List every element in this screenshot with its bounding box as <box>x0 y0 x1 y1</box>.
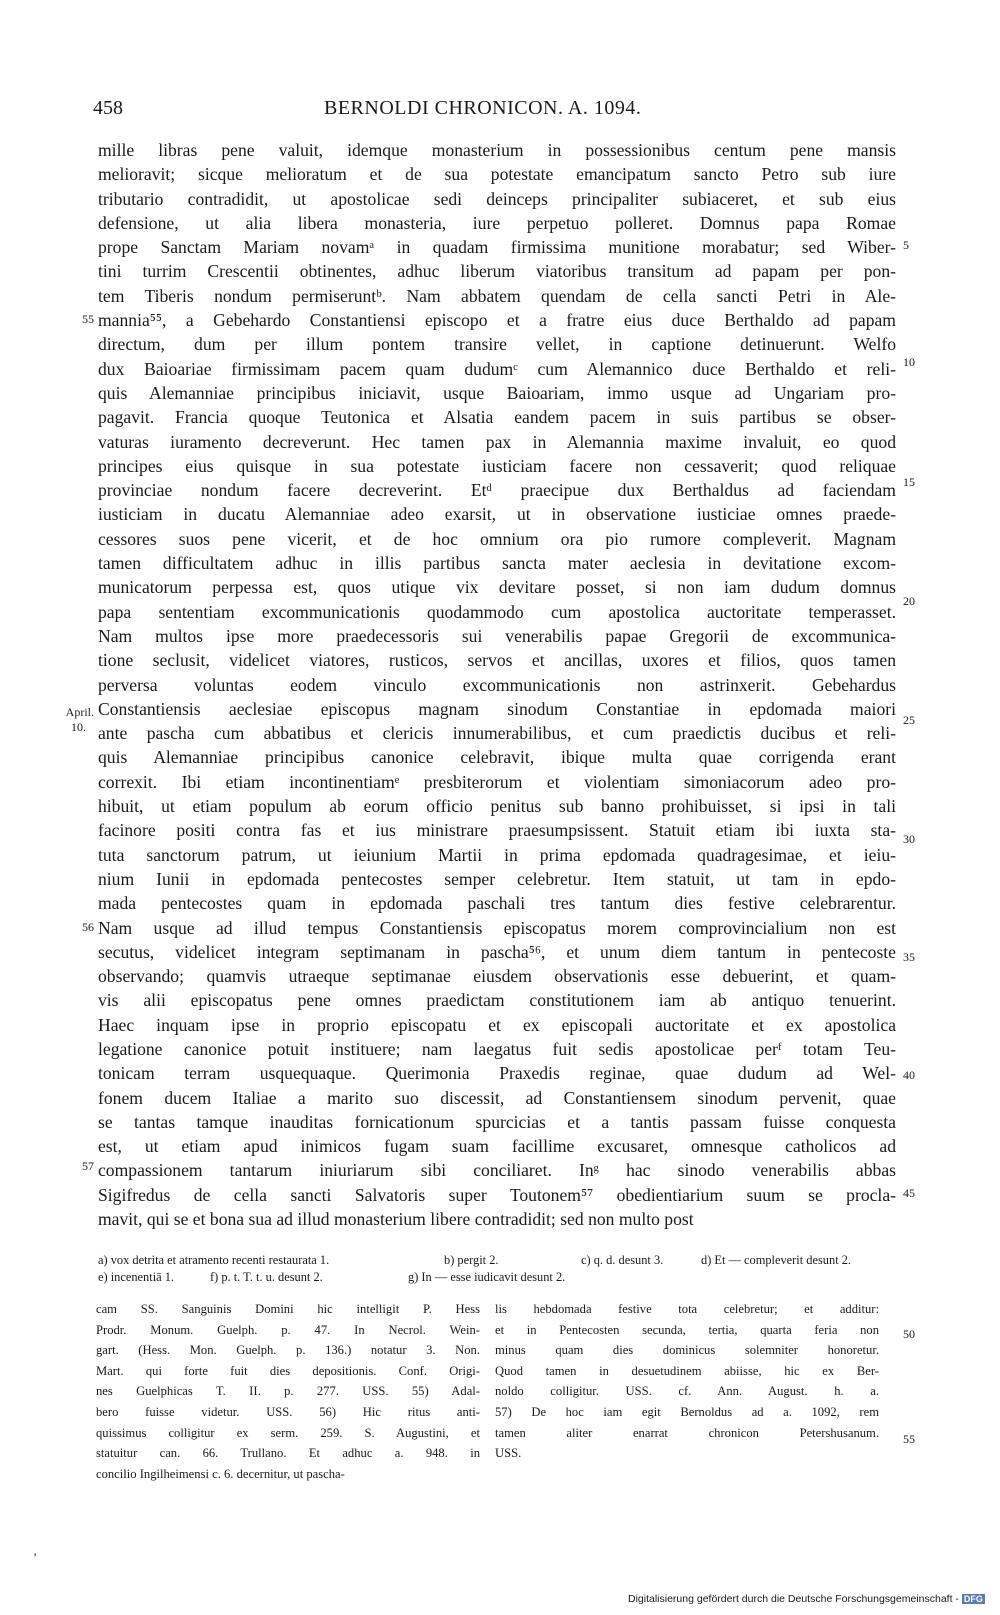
line-number-35: 35 <box>903 950 915 964</box>
line-number-15: 15 <box>903 475 915 489</box>
margin-note-number-55: 55 <box>82 312 94 326</box>
note-line: noldo colligitur. USS. cf. Ann. August. h. a. <box>495 1384 879 1399</box>
apparatus-note: f) p. t. T. t. u. desunt 2. <box>210 1270 323 1284</box>
text-line: mavit, qui se et bona sua ad illud monasterium libere contradidit; sed non multo post <box>98 1209 694 1230</box>
note-line: cam SS. Sanguinis Domini hic intelligit P. Hess <box>96 1302 480 1316</box>
running-title: BERNOLDI CHRONICON. A. 1094. <box>324 97 642 119</box>
text-line: tem Tiberis nondum permiseruntᵇ. Nam abbatem quendam de cella sancti Petri in Ale- <box>98 285 896 306</box>
text-line: tini turrim Crescentii obtinentes, adhuc liberum viatoribus transitum ad papam per pon- <box>98 261 896 282</box>
note-line: bero fuisse videtur. USS. 56) Hic ritus anti- <box>96 1404 480 1419</box>
text-line: Constantiensis aeclesiae episcopus magnam sinodum Constantiae in epdomada maiori <box>98 698 896 719</box>
line-number-25: 25 <box>903 713 915 727</box>
text-line: provinciae nondum facere decreverint. Etᵈ praecipue dux Berthaldus ad faciendam <box>98 480 896 501</box>
text-line: fonem ducem Italiae a marito suo discessit, ad Constantiensem sinodum pervenit, quae <box>98 1087 896 1108</box>
text-line: vaturas iuramento decreverunt. Hec tamen pax in Alemannia maxime invaluit, eo quod <box>98 431 896 452</box>
text-line: compassionem tantarum iniuriarum sibi conciliaret. Inᵍ hac sinodo venerabilis abbas <box>98 1160 896 1181</box>
text-line: Sigifredus de cella sancti Salvatoris super Toutonem⁵⁷ obedientiarium suum se procla- <box>98 1184 896 1205</box>
text-line: pagavit. Francia quoque Teutonica et Alsatia eandem pacem in suis partibus se obser- <box>98 407 896 428</box>
text-line: mada pentecostes quam in epdomada paschali tres tantum dies festive celebrarentur. <box>98 893 896 914</box>
digitization-credit <box>628 1593 985 1605</box>
line-number-40: 40 <box>903 1068 915 1082</box>
note-line: statuitur can. 66. Trullano. Et adhuc a. 948. in <box>96 1446 480 1461</box>
text-line: dux Baioariae firmissimam pacem quam dudumᶜ cum Alemannico duce Berthaldo et reli- <box>98 358 896 379</box>
line-number-20: 20 <box>903 594 915 608</box>
credit-text: Digitalisierung gefördert durch die Deutsche Forschungsgemeinschaft - <box>628 1593 959 1605</box>
line-number-30: 30 <box>903 832 915 846</box>
page-header <box>93 97 903 127</box>
line-number-50: 50 <box>903 1327 915 1341</box>
line-number-55: 55 <box>903 1432 915 1446</box>
apparatus-note: g) In — esse iudicavit desunt 2. <box>408 1270 566 1284</box>
text-line: melioravit; sicque melioratum et de sua potestate emancipatum sancto Petro sub iure <box>98 164 896 185</box>
dfg-logo: DFG <box>963 1594 983 1604</box>
text-line: cessores suos pene vicerit, et de hoc omnium ora pio rumore compleverit. Magnam <box>98 528 896 549</box>
text-line: facinore positi contra fas et ius ministrare praesumpsissent. Statuit etiam ibi iuxta sta- <box>98 820 896 841</box>
note-line: USS. <box>495 1446 522 1461</box>
text-line: tamen difficultatem adhuc in illis partibus sancta mater aeclesia in devitatione excom- <box>98 553 896 574</box>
main-text <box>98 138 896 1231</box>
text-line: tributario contradidit, ut apostolicae sedi deinceps principaliter subiaceret, et sub eius <box>98 188 896 209</box>
text-line: Haec inquam ipse in proprio episcopatu et ex episcopali auctoritate et ex apostolica <box>98 1014 896 1035</box>
text-line: tonicam terram usquequaque. Querimonia Praxedis reginae, quae dudum ad Wel- <box>98 1063 896 1084</box>
text-line: municatorum perpessa est, quos utique vix devitare posset, si non iam dudum domnus <box>98 577 896 598</box>
text-line: principes eius quisque in sua potestate iusticiam facere non cessaverit; quod reliquae <box>98 455 896 476</box>
critical-apparatus <box>98 1252 898 1286</box>
note-line: lis hebdomada festive tota celebretur; et additur: <box>495 1302 879 1316</box>
text-line: secutus, videlicet integram septimanam in pascha⁵⁶, et unum diem tantum in pentecoste <box>98 941 896 962</box>
note-line: Mart. qui forte fuit dies depositionis. Conf. Origi- <box>96 1363 480 1378</box>
apparatus-note: c) q. d. desunt 3. <box>581 1253 664 1267</box>
text-line: hibuit, ut etiam populum ab eorum officio penitus sub banno prohibuisset, si ipsi in tali <box>98 796 896 817</box>
text-line: defensione, ut alia libera monasteria, iure perpetuo polleret. Domnus papa Romae <box>98 212 896 233</box>
note-line: concilio Ingilheimensi c. 6. decernitur, ut pascha- <box>96 1466 345 1481</box>
apparatus-note: b) pergit 2. <box>444 1253 499 1267</box>
note-line: gart. (Hess. Mon. Guelph. p. 136.) notatur 3. Non. <box>96 1343 480 1358</box>
text-line: vis alii episcopatus pene omnes praedictam constitutionem iam ab antiquo tenuerint. <box>98 990 896 1011</box>
note-line: Quod tamen in desuetudinem abiisse, hic ex Ber- <box>495 1363 879 1378</box>
line-number-5: 5 <box>903 238 909 252</box>
text-line: mannia⁵⁵, a Gebehardo Constantiensi episcopo et a fratre eius duce Berthaldo ad papam <box>98 310 896 331</box>
note-line: Prodr. Monum. Guelph. p. 47. In Necrol. Wein- <box>96 1322 480 1337</box>
text-line: Nam usque ad illud tempus Constantiensis episcopatus morem comprovincialium non est <box>98 917 896 938</box>
text-line: quis Alemanniae principibus iniciavit, usque Baioariam, immo usque ad Ungariam pro- <box>98 382 896 403</box>
text-line: directum, dum per illum pontem transire vellet, in captione detinuerunt. Welfo <box>98 334 896 355</box>
scan-mark: ’ <box>33 1550 37 1564</box>
text-line: quis Alemanniae principibus canonice celebravit, ibique multa quae corrigenda erant <box>98 747 896 768</box>
text-line: tuta sanctorum patrum, ut ieiunium Martii in prima epdomada quadragesimae, et ieiu- <box>98 844 896 865</box>
text-line: correxit. Ibi etiam incontinentiamᵉ presbiterorum et violentiam simoniacorum adeo pro- <box>98 771 896 792</box>
margin-date-april: April. <box>65 705 94 719</box>
page-number: 458 <box>93 97 123 119</box>
notes-right-column <box>495 1299 879 1464</box>
text-line: Nam multos ipse more praedecessoris sui venerabilis papae Gregorii de excommunica- <box>98 625 896 646</box>
text-line: perversa voluntas eodem vinculo excommunicationis non astrinxerit. Gebehardus <box>98 674 896 695</box>
note-line: 57) De hoc iam egit Bernoldus ad a. 1092, rem <box>495 1404 879 1419</box>
apparatus-row <box>98 1252 898 1269</box>
text-line: est, ut etiam apud inimicos fugam suam facillime excusaret, omnesque catholicos ad <box>98 1136 896 1157</box>
text-line: iusticiam in ducatu Alemanniae adeo exarsit, ut in observatione iusticiae omnes praede- <box>98 504 896 525</box>
text-line: papa sententiam excommunicationis quodammodo cum apostolica auctoritate temperasset. <box>98 601 896 622</box>
margin-date-day: 10. <box>71 720 86 734</box>
line-number-10: 10 <box>903 355 915 369</box>
line-number-45: 45 <box>903 1186 915 1200</box>
apparatus-note: e) incenentiā 1. <box>98 1270 175 1284</box>
note-line: minus quam dies dominicus solemniter honoretur. <box>495 1343 879 1358</box>
note-line: nes Guelphicas T. II. p. 277. USS. 55) Adal- <box>96 1384 480 1399</box>
text-line: tione seclusit, videlicet viatores, rusticos, servos et ancillas, uxores et filios, quos tamen <box>98 650 896 671</box>
text-line: nium Iunii in epdomada pentecostes semper celebretur. Item statuit, ut tam in epdo- <box>98 868 896 889</box>
text-line: mille libras pene valuit, idemque monasterium in possessionibus centum pene mansis <box>98 140 896 160</box>
margin-note-number-57: 57 <box>82 1159 94 1173</box>
text-line: legatione canonice potuit instituere; nam laegatus fuit sedis apostolicae perᶠ totam Teu- <box>98 1038 896 1059</box>
margin-note-number-56: 56 <box>82 920 94 934</box>
notes-left-column <box>96 1299 480 1484</box>
note-line: et in Pentecosten secunda, tertia, quarta feria non <box>495 1322 879 1337</box>
apparatus-note: d) Et — compleverit desunt 2. <box>701 1253 852 1267</box>
text-line: prope Sanctam Mariam novamᵃ in quadam firmissima munitione morabatur; sed Wiber- <box>98 237 896 258</box>
text-line: ante pascha cum abbatibus et clericis innumerabilibus, et cum praedictis ducibus et reli- <box>98 723 896 744</box>
text-line: se tantas tamque inauditas fornicationum spurcicias et a tantis passam fuisse conquesta <box>98 1111 896 1132</box>
apparatus-note: a) vox detrita et atramento recenti restaurata 1. <box>98 1253 330 1267</box>
note-line: tamen aliter enarrat chronicon Petershusanum. <box>495 1425 879 1440</box>
apparatus-row <box>98 1269 898 1286</box>
note-line: quissimus colligitur ex serm. 259. S. Augustini, et <box>96 1425 480 1440</box>
text-line: observando; quamvis utraeque septimanae eiusdem observationis esse debuerint, et quam- <box>98 966 896 987</box>
